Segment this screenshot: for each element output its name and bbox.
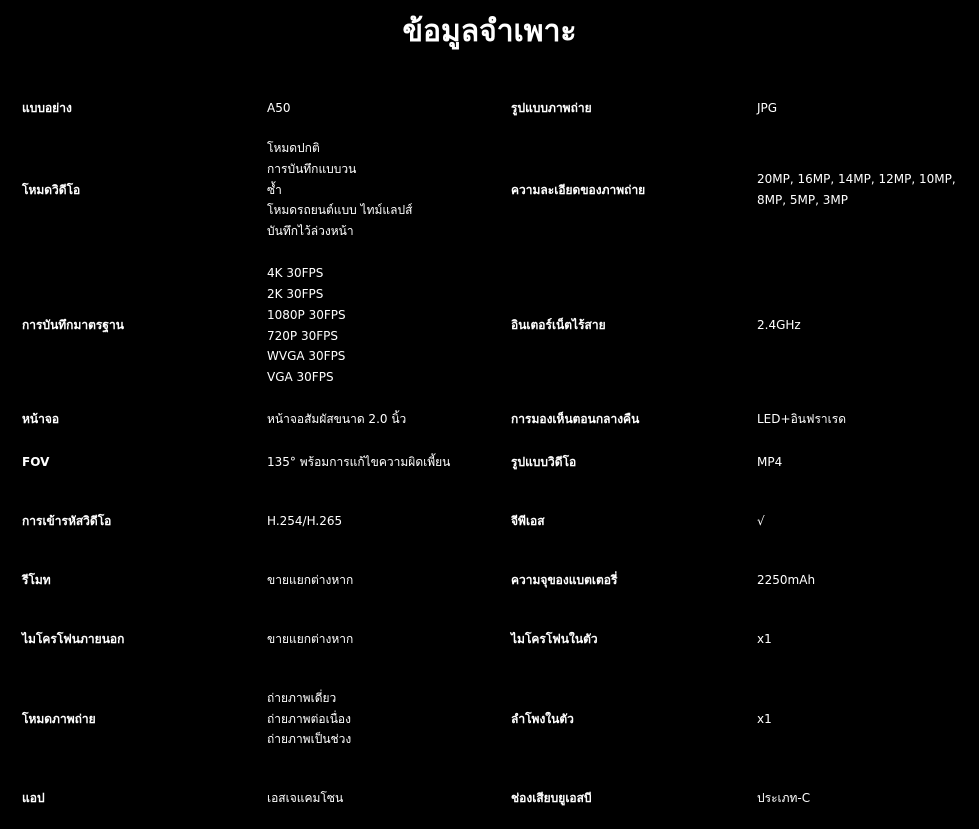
- spec-value-line: MP4: [757, 454, 783, 469]
- spec-label-right: [511, 505, 751, 537]
- spec-value-left: [267, 258, 507, 393]
- spec-label: หน้าจอ: [22, 411, 60, 426]
- spec-value-line: x1: [757, 631, 772, 646]
- spec-row: [0, 403, 979, 435]
- spec-label: การมองเห็นตอนกลางคืน: [511, 411, 640, 426]
- spec-label-right: [511, 684, 751, 754]
- spec-value-line: โหมดรถยนต์แบบ ไทม์แลปส์: [267, 203, 413, 218]
- spec-label: รูปแบบวิดีโอ: [511, 454, 577, 469]
- spec-value-line: A50: [267, 100, 291, 115]
- spec-value-line: 2250mAh: [757, 572, 816, 587]
- spec-label: แอป: [22, 790, 45, 805]
- spec-label: รูปแบบภาพถ่าย: [511, 100, 592, 115]
- spec-value-right: [757, 403, 972, 435]
- spec-row: [0, 782, 979, 814]
- spec-label: การเข้ารหัสวิดีโอ: [22, 513, 112, 528]
- spec-label-left: [22, 505, 252, 537]
- spec-label: จีพีเอส: [511, 513, 545, 528]
- spec-value-line: 4K 30FPS: [267, 266, 324, 281]
- spec-label-right: [511, 92, 751, 124]
- spec-value-right: [757, 505, 972, 537]
- spec-label-left: [22, 446, 252, 478]
- spec-label-left: [22, 134, 252, 246]
- spec-value-line: ซ้ำ: [267, 182, 282, 197]
- spec-label-left: [22, 258, 252, 393]
- spec-value-line: 20MP, 16MP, 14MP, 12MP, 10MP, 8MP, 5MP, 3MP: [757, 172, 956, 207]
- spec-label: การบันทึกมาตรฐาน: [22, 318, 124, 333]
- spec-value-right: [757, 564, 972, 596]
- spec-value-right: [757, 623, 972, 655]
- spec-value-line: 2.4GHz: [757, 318, 801, 333]
- spec-value-line: หน้าจอสัมผัสขนาด 2.0 นิ้ว: [267, 411, 407, 426]
- spec-value-left: [267, 403, 507, 435]
- spec-label: รีโมท: [22, 572, 51, 587]
- spec-value-line: √: [757, 513, 765, 528]
- spec-row: [0, 505, 979, 537]
- spec-value-line: ถ่ายภาพต่อเนื่อง: [267, 711, 351, 726]
- spec-label-left: [22, 623, 252, 655]
- spec-value-line: 720P 30FPS: [267, 328, 338, 343]
- spec-label: โหมดวิดีโอ: [22, 182, 81, 197]
- spec-row: [0, 564, 979, 596]
- page-title: ข้อมูลจำเพาะ: [402, 14, 577, 49]
- spec-value-line: ประเภท-C: [757, 790, 811, 805]
- spec-label: แบบอย่าง: [22, 100, 72, 115]
- spec-label-right: [511, 564, 751, 596]
- spec-label: โหมดภาพถ่าย: [22, 711, 96, 726]
- spec-value-right: [757, 684, 972, 754]
- spec-label: ความละเอียดของภาพถ่าย: [511, 182, 646, 197]
- spec-value-line: WVGA 30FPS: [267, 349, 346, 364]
- spec-value-left: [267, 134, 507, 246]
- spec-label-left: [22, 782, 252, 814]
- spec-value-line: บันทึกไว้ล่วงหน้า: [267, 224, 354, 239]
- spec-value-left: [267, 446, 507, 478]
- spec-row: [0, 134, 979, 246]
- spec-value-line: เอสเจแคมโซน: [267, 790, 344, 805]
- spec-label-right: [511, 782, 751, 814]
- spec-label: ช่องเสียบยูเอสบี: [511, 790, 592, 805]
- spec-value-left: [267, 684, 507, 754]
- spec-value-line: 1080P 30FPS: [267, 307, 346, 322]
- spec-label-right: [511, 446, 751, 478]
- spec-value-line: ถ่ายภาพเดี่ยว: [267, 690, 337, 705]
- spec-value-line: VGA 30FPS: [267, 369, 334, 384]
- spec-row: [0, 92, 979, 124]
- spec-value-right: [757, 258, 972, 393]
- spec-value-line: โหมดปกติ: [267, 141, 320, 156]
- spec-value-right: [757, 134, 972, 246]
- spec-row: [0, 446, 979, 478]
- spec-label-left: [22, 403, 252, 435]
- spec-label-right: [511, 623, 751, 655]
- spec-row: [0, 623, 979, 655]
- spec-label: FOV: [22, 454, 50, 469]
- spec-row: [0, 684, 979, 754]
- spec-label: ความจุของแบตเตอรี่: [511, 572, 618, 587]
- spec-label: ลำโพงในตัว: [511, 711, 574, 726]
- spec-label-left: [22, 684, 252, 754]
- spec-value-line: 135° พร้อมการแก้ไขความผิดเพี้ยน: [267, 454, 451, 469]
- spec-label: ไมโครโฟนภายนอก: [22, 631, 125, 646]
- spec-label-right: [511, 134, 751, 246]
- spec-value-left: [267, 564, 507, 596]
- spec-value-line: การบันทึกแบบวน: [267, 161, 357, 176]
- spec-value-left: [267, 782, 507, 814]
- spec-label: ไมโครโฟนในตัว: [511, 631, 598, 646]
- spec-label-right: [511, 403, 751, 435]
- spec-label-right: [511, 258, 751, 393]
- spec-value-right: [757, 92, 972, 124]
- spec-value-left: [267, 505, 507, 537]
- spec-value-line: LED+อินฟราเรด: [757, 411, 846, 426]
- spec-value-left: [267, 92, 507, 124]
- spec-label-left: [22, 564, 252, 596]
- spec-label: อินเตอร์เน็ตไร้สาย: [511, 318, 606, 333]
- spec-label-left: [22, 92, 252, 124]
- spec-value-line: ขายแยกต่างหาก: [267, 572, 354, 587]
- spec-value-right: [757, 446, 972, 478]
- spec-value-line: H.254/H.265: [267, 513, 343, 528]
- spec-value-left: [267, 623, 507, 655]
- spec-value-line: 2K 30FPS: [267, 287, 324, 302]
- spec-value-line: ถ่ายภาพเป็นช่วง: [267, 732, 352, 747]
- spec-row: [0, 258, 979, 393]
- spec-value-line: ขายแยกต่างหาก: [267, 631, 354, 646]
- spec-value-line: x1: [757, 711, 772, 726]
- spec-value-right: [757, 782, 972, 814]
- spec-value-line: JPG: [757, 100, 778, 115]
